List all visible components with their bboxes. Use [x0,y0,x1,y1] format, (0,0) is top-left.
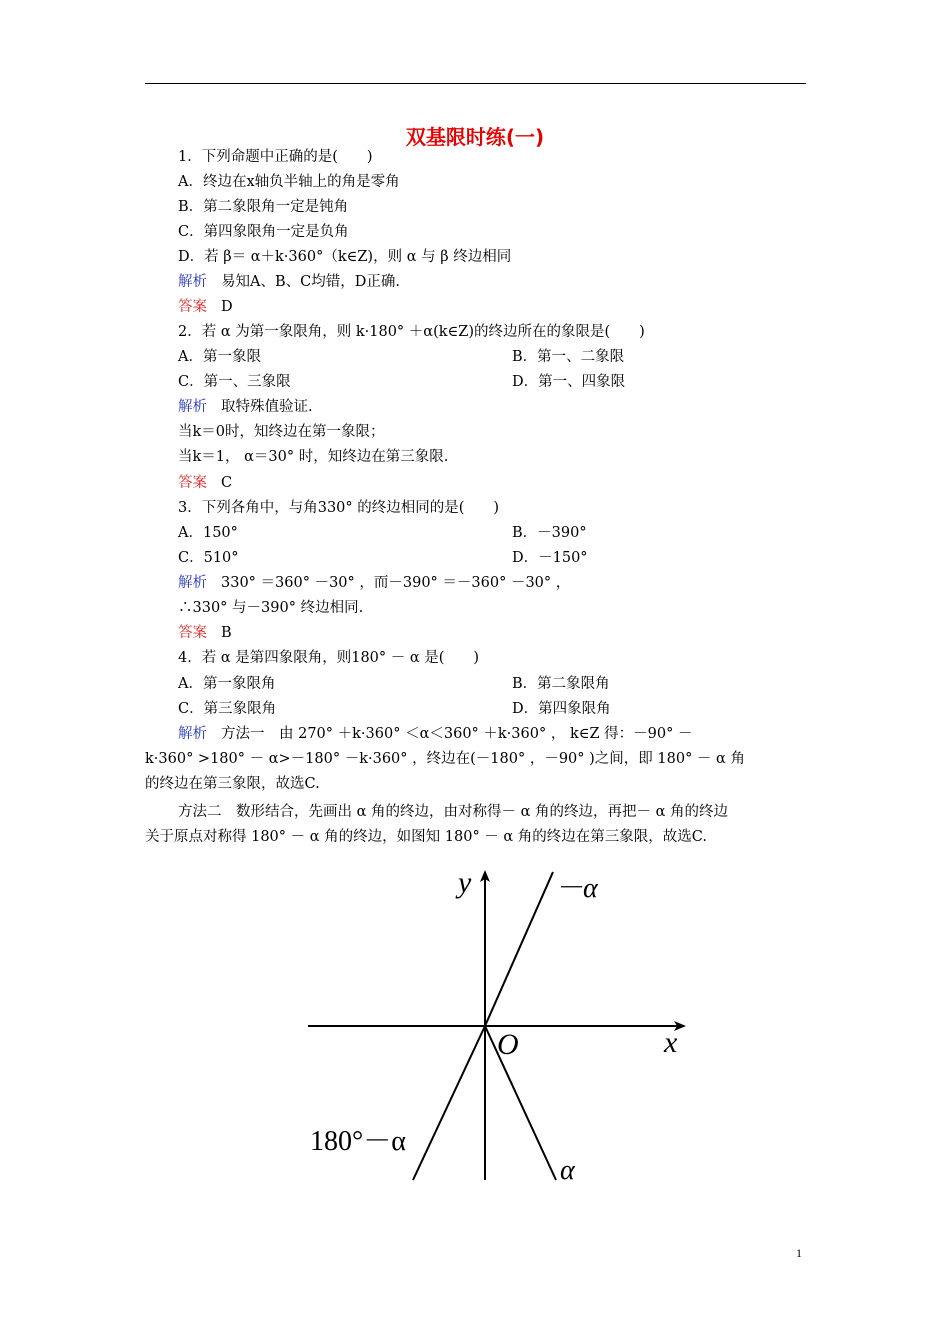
method1-text: 方法一 由 270° ＋k·360° ＜α＜360° ＋k·360° ， k∈Z 得：－90° － [221,726,693,742]
q4-option-c: C．第三象限角 [178,701,277,717]
q2-analysis [178,397,313,417]
q4-stem: 4．若 α 是第四象限角，则180° － α 是( ) [178,650,480,666]
page-number: 1 [796,1246,802,1260]
header-rule [145,83,806,84]
q4-method1-line2: k·360° >180° － α>－180° －k·360° ，终边在(－180° ，－90° )之间，即 180° － α 角 [145,751,745,767]
supp-angle-label: 180°－α [310,1126,406,1157]
q3-option-c: C．510° [178,550,239,566]
q1-answer [178,297,233,317]
q4-option-a: A．第一象限角 [178,676,276,692]
answer-text: C [221,475,233,491]
alpha-ray [485,1026,556,1180]
q1-option-d: D．若 β＝ α＋k·360°（k∈Z)，则 α 与 β 终边相同 [178,249,512,265]
answer-label: 答案 [178,299,207,315]
x-axis-label: x [664,1026,678,1059]
q1-analysis [178,272,400,292]
q2-option-b: B．第一、二象限 [512,349,625,365]
q2-analysis-line1: 当k＝0时，知终边在第一象限； [178,424,385,440]
answer-label: 答案 [178,475,207,491]
q3-analysis [178,573,570,593]
answer-label: 答案 [178,625,207,641]
analysis-label: 解析 [178,726,207,742]
q1-option-b: B．第二象限角一定是钝角 [178,199,349,215]
y-axis-label: y [458,866,472,899]
q3-stem: 3．下列各角中，与角330° 的终边相同的是( ) [178,500,500,516]
analysis-label: 解析 [178,575,207,591]
answer-text: B [221,625,232,641]
q4-method1-line3: 的终边在第三象限，故选C. [145,776,320,792]
q4-analysis [178,724,692,744]
answer-text: D [221,299,233,315]
q1-stem: 1．下列命题中正确的是( ) [178,149,373,165]
analysis-text: 330° ＝360° －30° ，而－390° ＝－360° －30° ， [221,575,571,591]
q2-stem: 2．若 α 为第一象限角，则 k·180° ＋α(k∈Z)的终边所在的象限是( ) [178,324,645,340]
alpha-label: α [560,1155,575,1186]
q2-option-a: A．第一象限 [178,349,261,365]
q3-answer [178,623,232,643]
analysis-label: 解析 [178,274,207,290]
q3-option-d: D．－150° [512,550,588,566]
supp-ray [413,1026,485,1180]
q3-analysis-line1: ∴330° 与－390° 终边相同. [178,600,364,616]
neg-alpha-ray [485,872,553,1026]
origin-label: O [497,1028,519,1061]
q4-option-b: B．第二象限角 [512,676,610,692]
analysis-text: 易知A、B、C均错，D正确. [221,274,400,290]
q4-method2: 方法二 数形结合，先画出 α 角的终边，由对称得－ α 角的终边，再把－ α 角的终边 [178,804,729,820]
page-title: 双基限时练(一) [405,125,545,149]
q3-option-b: B．－390° [512,525,587,541]
q1-option-a: A．终边在x轴负半轴上的角是零角 [178,174,400,190]
q3-option-a: A．150° [178,525,238,541]
q4-option-d: D．第四象限角 [512,701,611,717]
neg-alpha-label: －α [555,873,598,904]
q2-option-c: C．第一、三象限 [178,374,291,390]
analysis-label: 解析 [178,399,207,415]
q2-answer [178,473,232,493]
q2-option-d: D．第一、四象限 [512,374,626,390]
q4-method2-line2: 关于原点对称得 180° － α 角的终边，如图知 180° － α 角的终边在第三象限，故选C. [145,829,707,845]
q1-option-c: C．第四象限角一定是负角 [178,224,349,240]
q2-analysis-line2: 当k＝1， α＝30° 时，知终边在第三象限. [178,449,449,465]
angle-figure [300,860,700,1190]
analysis-text: 取特殊值验证. [221,399,313,415]
